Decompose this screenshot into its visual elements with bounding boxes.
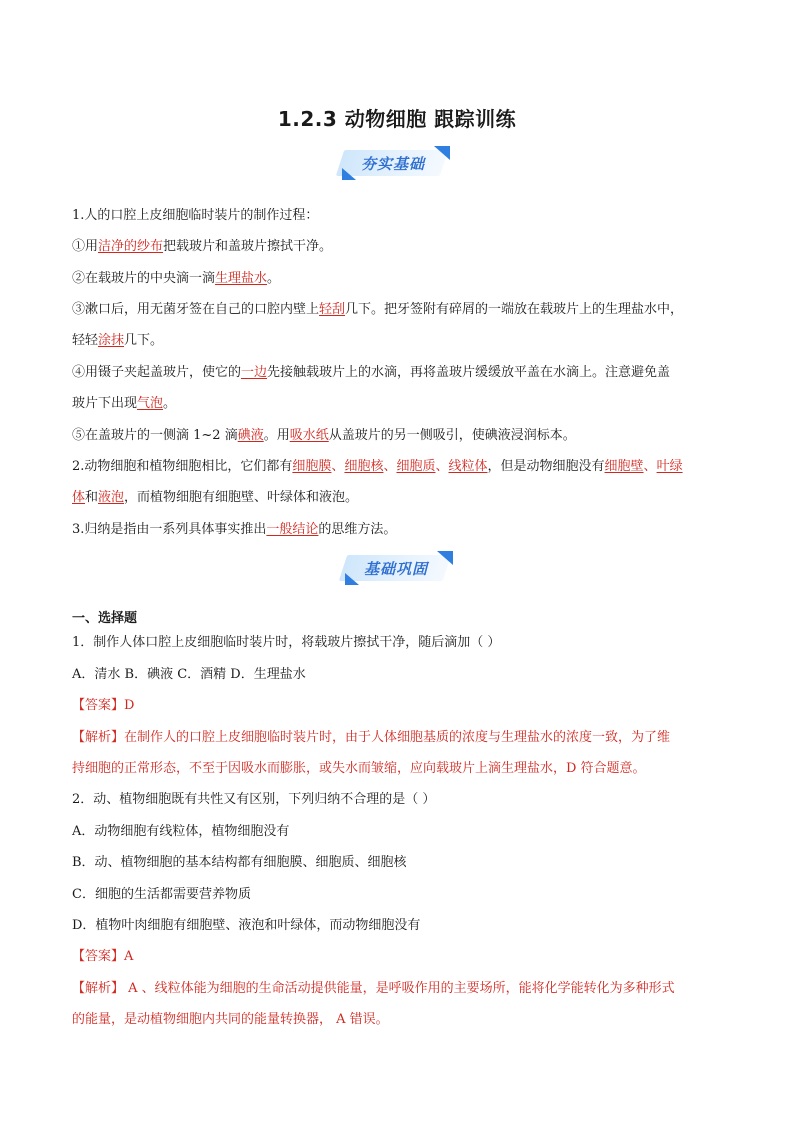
text: 一、选择题 <box>72 611 138 626</box>
answer-blank: 体 <box>72 490 86 505</box>
answer-tag: 【答案】 <box>72 949 125 964</box>
text: ，但是动物细胞没有 <box>487 459 605 474</box>
answer-blank: 吸水纸 <box>289 428 329 443</box>
text: 轻轻 <box>72 333 99 348</box>
analysis-tag: 【解析】 <box>72 730 125 745</box>
answer-blank: 轻刮 <box>319 302 346 317</box>
answer-blank: 气泡 <box>137 396 164 411</box>
step-5 <box>72 427 732 445</box>
text: ④用镊子夹起盖玻片，使它的 <box>72 365 242 380</box>
step-3-line-2 <box>72 332 732 350</box>
text: A．动物细胞有线粒体，植物细胞没有 <box>72 824 290 839</box>
answer-value: A <box>124 949 134 964</box>
text: 玻片下出现 <box>72 396 138 411</box>
text: 1.人的口腔上皮细胞临时装片的制作过程： <box>72 208 319 223</box>
answer-blank: 细胞壁 <box>604 459 644 474</box>
text: 几下。 <box>124 333 164 348</box>
separator: 、 <box>331 459 345 474</box>
mcq-1-answer <box>72 697 732 715</box>
text: C．细胞的生活都需要营养物质 <box>72 887 251 902</box>
answer-blank: 碘液 <box>237 428 264 443</box>
intro-line <box>72 207 732 225</box>
page-title: 1.2.3 动物细胞 跟踪训练 <box>277 107 517 131</box>
text: ，而植物细胞有细胞壁、叶绿体和液泡。 <box>124 490 359 505</box>
text: 在制作人的口腔上皮细胞临时装片时，由于人体细胞基质的浓度与生理盐水的浓度一致，为了维 <box>124 730 671 745</box>
answer-blank: 一边 <box>241 365 268 380</box>
text: ①用 <box>72 239 99 254</box>
step-2 <box>72 270 732 288</box>
mcq-2-stem <box>72 791 732 809</box>
mcq-2-analysis-line-2 <box>72 1011 732 1029</box>
text: 几下。把牙签附有碎屑的一端放在载玻片上的生理盐水中， <box>345 302 684 317</box>
answer-blank: 洁净的纱布 <box>98 239 164 254</box>
text: A 、线粒体能为细胞的生命活动提供能量，是呼吸作用的主要场所，能将化学能转化为多种形式 <box>124 981 675 996</box>
answer-tag: 【答案】 <box>72 698 125 713</box>
text: 先接触载玻片上的水滴，再将盖玻片缓缓放平盖在水滴上。注意避免盖 <box>267 365 671 380</box>
text: 1．制作人体口腔上皮细胞临时装片时，将载玻片擦拭干净，随后滴加（ ） <box>72 635 501 650</box>
mcq-1-analysis-line-1 <box>72 729 732 747</box>
mcq-2-option-b <box>72 854 732 872</box>
separator: 、 <box>643 459 657 474</box>
question-3 <box>72 521 732 539</box>
section-heading <box>72 610 732 628</box>
answer-blank: 叶绿 <box>656 459 683 474</box>
mcq-2-option-a <box>72 823 732 841</box>
answer-blank: 线粒体 <box>448 459 488 474</box>
text: 。 <box>163 396 177 411</box>
text: 从盖玻片的另一侧吸引，使碘液浸润标本。 <box>328 428 576 443</box>
text: ②在载玻片的中央滴一滴 <box>72 271 216 286</box>
mcq-2-option-c <box>72 886 732 904</box>
answer-blank: 细胞核 <box>344 459 384 474</box>
text: D．植物叶肉细胞有细胞壁、液泡和叶绿体，而动物细胞没有 <box>72 918 421 933</box>
analysis-tag: 【解析】 <box>72 981 125 996</box>
answer-blank: 一般结论 <box>266 522 319 537</box>
text: ③漱口后，用无菌牙签在自己的口腔内壁上 <box>72 302 320 317</box>
answer-blank: 细胞膜 <box>292 459 332 474</box>
separator: 、 <box>383 459 397 474</box>
step-1 <box>72 238 732 256</box>
text: 持细胞的正常形态，不至于因吸水而膨胀，或失水而皱缩，应向载玻片上滴生理盐水，D 符合题意。 <box>72 761 646 776</box>
text: 的能量，是动植物细胞内共同的能量转换器， A 错误。 <box>72 1012 389 1027</box>
separator: 、 <box>435 459 449 474</box>
step-4-line-2 <box>72 395 732 413</box>
text: 2．动、植物细胞既有共性又有区别，下列归纳不合理的是（ ） <box>72 792 436 807</box>
text: 把载玻片和盖玻片擦拭干净。 <box>163 239 333 254</box>
banner-label: 基础巩固 <box>363 560 428 578</box>
mcq-2-option-d <box>72 917 732 935</box>
question-2-line-2 <box>72 489 732 507</box>
text: ⑤在盖玻片的一侧滴 1~2 滴 <box>72 428 238 443</box>
mcq-2-analysis-line-1 <box>72 980 732 998</box>
answer-blank: 液泡 <box>98 490 125 505</box>
answer-blank: 生理盐水 <box>215 271 268 286</box>
step-3-line-1 <box>72 301 732 319</box>
mcq-1-options <box>72 666 732 684</box>
banner-label: 夯实基础 <box>360 155 425 173</box>
text: 。用 <box>263 428 290 443</box>
answer-value: D <box>124 698 135 713</box>
text: 3.归纳是指由一系列具体事实推出 <box>72 522 267 537</box>
text: B．动、植物细胞的基本结构都有细胞膜、细胞质、细胞核 <box>72 855 407 870</box>
section-banner-foundation <box>343 551 453 585</box>
question-2-line-1 <box>72 458 732 476</box>
answer-blank: 细胞质 <box>396 459 436 474</box>
mcq-2-answer <box>72 948 732 966</box>
step-4-line-1 <box>72 364 732 382</box>
mcq-1-stem <box>72 634 732 652</box>
mcq-1-analysis-line-2 <box>72 760 732 778</box>
text: 。 <box>267 271 281 286</box>
text: 2.动物细胞和植物细胞相比，它们都有 <box>72 459 293 474</box>
section-banner-consolidate <box>340 146 450 180</box>
answer-blank: 涂抹 <box>98 333 125 348</box>
text: 的思维方法。 <box>318 522 397 537</box>
text: A．清水 B．碘液 C．酒精 D．生理盐水 <box>72 667 306 682</box>
text: 和 <box>85 490 99 505</box>
